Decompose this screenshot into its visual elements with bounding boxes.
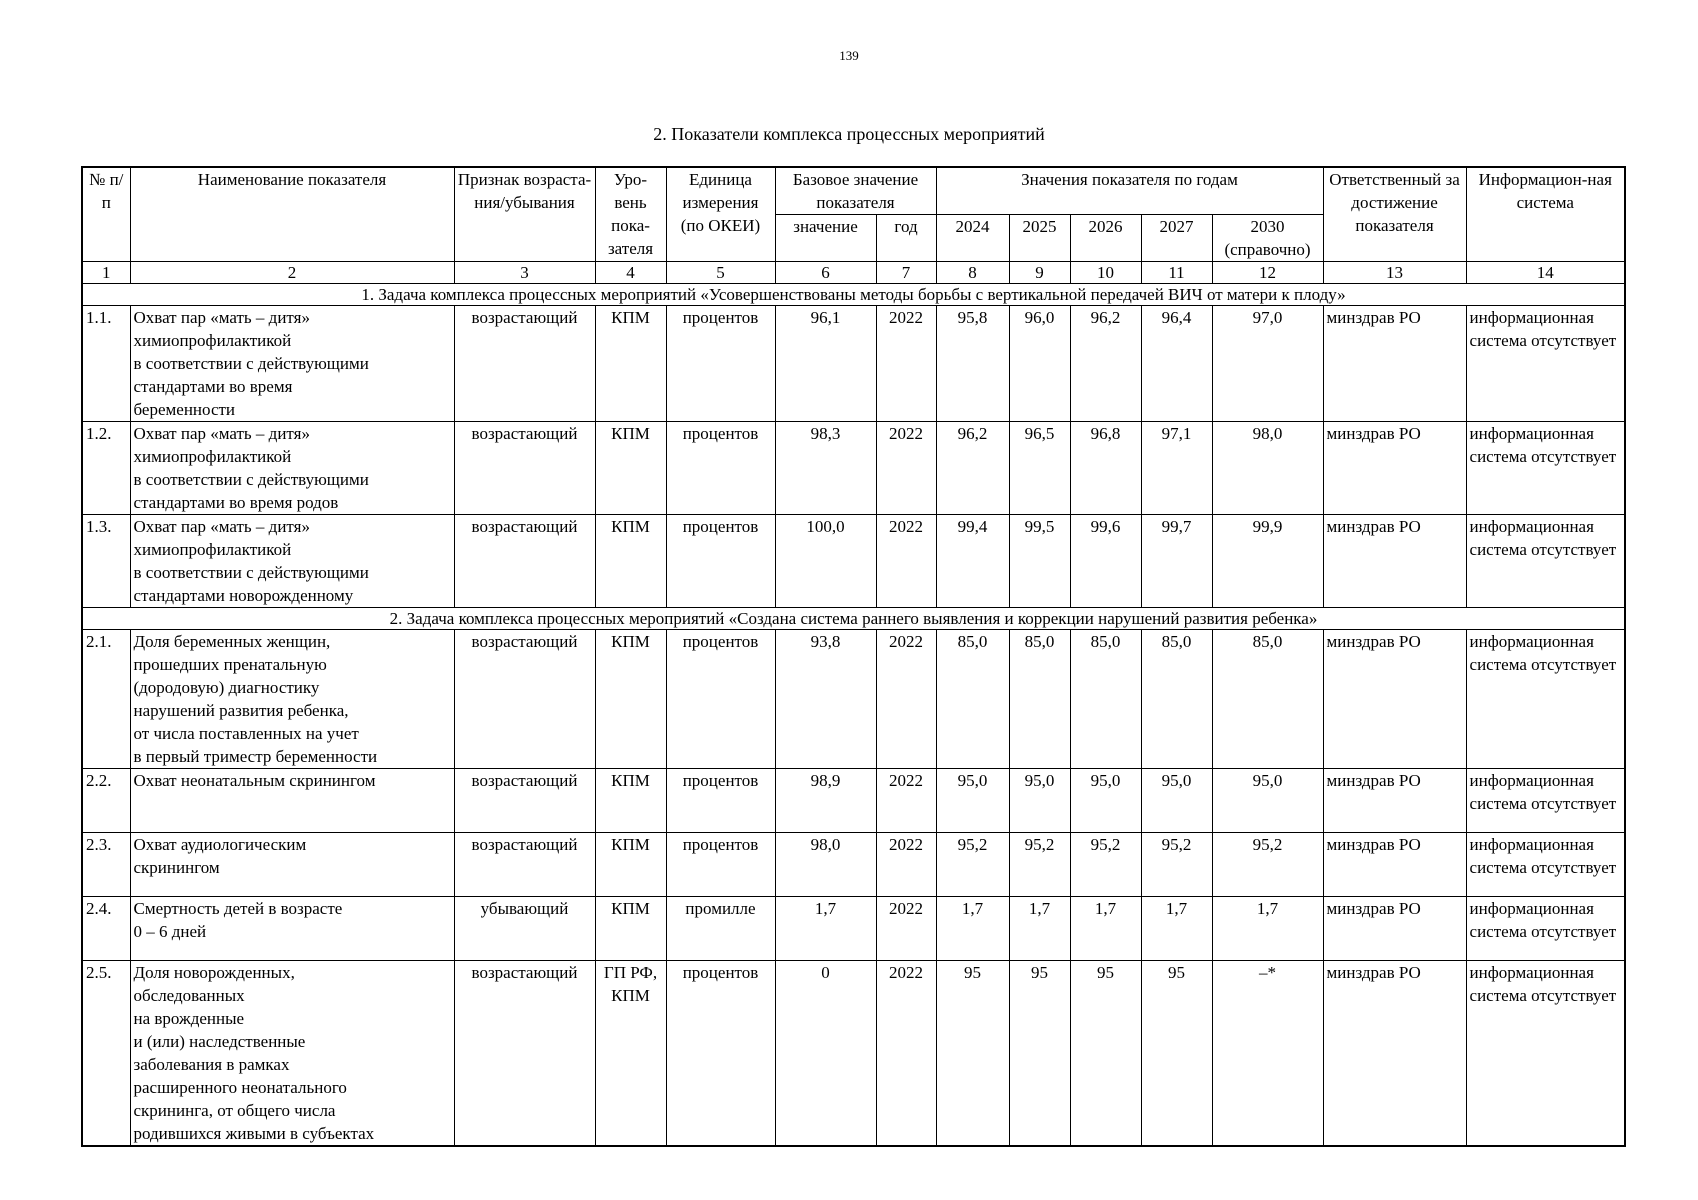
responsible: минздрав РО	[1323, 833, 1466, 897]
table-row	[82, 630, 1625, 769]
unit: процентов	[666, 630, 775, 769]
table-row	[82, 769, 1625, 833]
indicator-name: Доля беременных женщин, прошедших пренатальную (дородовую) диагностику нарушений развития ребенка, от числа поставленных на учет в первый триместр беременности	[130, 630, 454, 769]
indicator-name: Охват пар «мать – дитя» химиопрофилактикой в соответствии с действующими стандартами новорожденному	[130, 515, 454, 608]
info-system: информационная система отсутствует	[1466, 306, 1625, 422]
task-2-heading: 2. Задача комплекса процессных мероприятий «Создана система раннего выявления и коррекции нарушений развития ребенка»	[82, 608, 1625, 630]
header-num: № п/п	[82, 167, 130, 262]
header-base-year: год	[876, 215, 936, 262]
indicator-name: Охват неонатальным скринингом	[130, 769, 454, 833]
info-system: информационная система отсутствует	[1466, 630, 1625, 769]
value-2027: 1,7	[1141, 897, 1212, 961]
value-2026: 99,6	[1070, 515, 1141, 608]
col-number: 10	[1070, 262, 1141, 284]
info-system: информационная система отсутствует	[1466, 515, 1625, 608]
col-number: 14	[1466, 262, 1625, 284]
value-2027: 95,2	[1141, 833, 1212, 897]
trend-sign: убывающий	[454, 897, 595, 961]
header-infosys: Информацион-ная система	[1466, 167, 1625, 262]
value-2026: 96,8	[1070, 422, 1141, 515]
section-title: 2. Показатели комплекса процессных мероприятий	[653, 124, 1045, 144]
task-row-1	[82, 284, 1625, 306]
indicator-name: Охват пар «мать – дитя» химиопрофилактикой в соответствии с действующими стандартами во время беременности	[130, 306, 454, 422]
value-2030: 95,0	[1212, 769, 1323, 833]
trend-sign: возрастающий	[454, 961, 595, 1147]
value-2030: 95,2	[1212, 833, 1323, 897]
indicator-name: Доля новорожденных, обследованных на врожденные и (или) наследственные заболевания в рамках расширенного неонатального скрининга, от общего числа родившихся живыми в субъектах	[130, 961, 454, 1147]
indicator-level: КПМ	[595, 769, 666, 833]
value-2025: 95,2	[1009, 833, 1070, 897]
task-row-2	[82, 608, 1625, 630]
responsible: минздрав РО	[1323, 630, 1466, 769]
row-number: 1.3.	[82, 515, 130, 608]
unit: промилле	[666, 897, 775, 961]
unit: процентов	[666, 833, 775, 897]
responsible: минздрав РО	[1323, 515, 1466, 608]
row-number: 1.2.	[82, 422, 130, 515]
trend-sign: возрастающий	[454, 515, 595, 608]
value-2024: 99,4	[936, 515, 1009, 608]
header-2025: 2025	[1009, 215, 1070, 262]
table-row	[82, 422, 1625, 515]
value-2026: 1,7	[1070, 897, 1141, 961]
indicator-name: Охват пар «мать – дитя» химиопрофилактикой в соответствии с действующими стандартами во время родов	[130, 422, 454, 515]
value-2025: 96,5	[1009, 422, 1070, 515]
header-responsible: Ответственный за достижение показателя	[1323, 167, 1466, 262]
base-year: 2022	[876, 769, 936, 833]
col-number: 11	[1141, 262, 1212, 284]
base-value: 98,3	[775, 422, 876, 515]
table-row	[82, 961, 1625, 1147]
value-2024: 1,7	[936, 897, 1009, 961]
value-2030: 97,0	[1212, 306, 1323, 422]
header-unit: Единица измерения (по ОКЕИ)	[666, 167, 775, 262]
value-2025: 85,0	[1009, 630, 1070, 769]
col-number: 4	[595, 262, 666, 284]
col-number: 2	[130, 262, 454, 284]
col-number: 13	[1323, 262, 1466, 284]
responsible: минздрав РО	[1323, 422, 1466, 515]
trend-sign: возрастающий	[454, 833, 595, 897]
responsible: минздрав РО	[1323, 897, 1466, 961]
value-2026: 96,2	[1070, 306, 1141, 422]
indicator-name: Охват аудиологическим скринингом	[130, 833, 454, 897]
task-1-rows	[82, 306, 1625, 608]
row-number: 2.1.	[82, 630, 130, 769]
table-row	[82, 306, 1625, 422]
value-2027: 96,4	[1141, 306, 1212, 422]
indicator-level: КПМ	[595, 515, 666, 608]
value-2025: 95,0	[1009, 769, 1070, 833]
task-1-heading: 1. Задача комплекса процессных мероприятий «Усовершенствованы методы борьбы с вертикальной передачей ВИЧ от матери к плоду»	[82, 284, 1625, 306]
base-year: 2022	[876, 422, 936, 515]
col-number: 6	[775, 262, 876, 284]
column-numbers-row	[82, 262, 1625, 284]
base-value: 1,7	[775, 897, 876, 961]
trend-sign: возрастающий	[454, 306, 595, 422]
base-year: 2022	[876, 897, 936, 961]
header-base-value: значение	[775, 215, 876, 262]
unit: процентов	[666, 961, 775, 1147]
header-years-group: Значения показателя по годам	[936, 167, 1323, 215]
col-number: 9	[1009, 262, 1070, 284]
indicator-level: КПМ	[595, 422, 666, 515]
header-2030: 2030 (справочно)	[1212, 215, 1323, 262]
value-2025: 99,5	[1009, 515, 1070, 608]
unit: процентов	[666, 422, 775, 515]
table-row	[82, 833, 1625, 897]
row-number: 2.5.	[82, 961, 130, 1147]
col-number: 1	[82, 262, 130, 284]
trend-sign: возрастающий	[454, 422, 595, 515]
value-2027: 95	[1141, 961, 1212, 1147]
value-2026: 95	[1070, 961, 1141, 1147]
indicator-level: КПМ	[595, 630, 666, 769]
value-2024: 95,2	[936, 833, 1009, 897]
col-number: 3	[454, 262, 595, 284]
value-2027: 85,0	[1141, 630, 1212, 769]
value-2030: 85,0	[1212, 630, 1323, 769]
table-row	[82, 515, 1625, 608]
value-2025: 95	[1009, 961, 1070, 1147]
header-2027: 2027	[1141, 215, 1212, 262]
indicator-level: КПМ	[595, 833, 666, 897]
info-system: информационная система отсутствует	[1466, 769, 1625, 833]
value-2024: 95,8	[936, 306, 1009, 422]
value-2030: 98,0	[1212, 422, 1323, 515]
value-2027: 95,0	[1141, 769, 1212, 833]
base-value: 100,0	[775, 515, 876, 608]
col-number: 8	[936, 262, 1009, 284]
row-number: 1.1.	[82, 306, 130, 422]
value-2024: 85,0	[936, 630, 1009, 769]
base-value: 93,8	[775, 630, 876, 769]
trend-sign: возрастающий	[454, 630, 595, 769]
base-value: 98,0	[775, 833, 876, 897]
responsible: минздрав РО	[1323, 306, 1466, 422]
header-sign: Признак возраста-ния/убывания	[454, 167, 595, 262]
value-2030: 1,7	[1212, 897, 1323, 961]
base-year: 2022	[876, 961, 936, 1147]
value-2030: –*	[1212, 961, 1323, 1147]
header-row-1	[82, 167, 1625, 215]
table-row	[82, 897, 1625, 961]
value-2024: 96,2	[936, 422, 1009, 515]
header-name: Наименование показателя	[130, 167, 454, 262]
indicators-table	[81, 166, 1626, 1147]
indicator-level: КПМ	[595, 897, 666, 961]
value-2026: 85,0	[1070, 630, 1141, 769]
value-2024: 95	[936, 961, 1009, 1147]
base-value: 96,1	[775, 306, 876, 422]
info-system: информационная система отсутствует	[1466, 961, 1625, 1147]
indicator-level: КПМ	[595, 306, 666, 422]
indicator-name: Смертность детей в возрасте 0 – 6 дней	[130, 897, 454, 961]
value-2026: 95,2	[1070, 833, 1141, 897]
header-2024: 2024	[936, 215, 1009, 262]
unit: процентов	[666, 306, 775, 422]
base-year: 2022	[876, 306, 936, 422]
base-value: 0	[775, 961, 876, 1147]
responsible: минздрав РО	[1323, 961, 1466, 1147]
row-number: 2.2.	[82, 769, 130, 833]
value-2027: 97,1	[1141, 422, 1212, 515]
col-number: 5	[666, 262, 775, 284]
row-number: 2.3.	[82, 833, 130, 897]
info-system: информационная система отсутствует	[1466, 833, 1625, 897]
indicator-level: ГП РФ, КПМ	[595, 961, 666, 1147]
info-system: информационная система отсутствует	[1466, 897, 1625, 961]
page-number: 139	[839, 48, 859, 63]
base-year: 2022	[876, 630, 936, 769]
info-system: информационная система отсутствует	[1466, 422, 1625, 515]
value-2024: 95,0	[936, 769, 1009, 833]
base-value: 98,9	[775, 769, 876, 833]
col-number: 12	[1212, 262, 1323, 284]
value-2027: 99,7	[1141, 515, 1212, 608]
value-2025: 96,0	[1009, 306, 1070, 422]
row-number: 2.4.	[82, 897, 130, 961]
value-2025: 1,7	[1009, 897, 1070, 961]
base-year: 2022	[876, 515, 936, 608]
unit: процентов	[666, 769, 775, 833]
header-base: Базовое значение показателя	[775, 167, 936, 215]
trend-sign: возрастающий	[454, 769, 595, 833]
responsible: минздрав РО	[1323, 769, 1466, 833]
header-2026: 2026	[1070, 215, 1141, 262]
header-level: Уро-вень пока-зателя	[595, 167, 666, 262]
base-year: 2022	[876, 833, 936, 897]
task-2-rows	[82, 630, 1625, 1147]
value-2030: 99,9	[1212, 515, 1323, 608]
value-2026: 95,0	[1070, 769, 1141, 833]
unit: процентов	[666, 515, 775, 608]
col-number: 7	[876, 262, 936, 284]
